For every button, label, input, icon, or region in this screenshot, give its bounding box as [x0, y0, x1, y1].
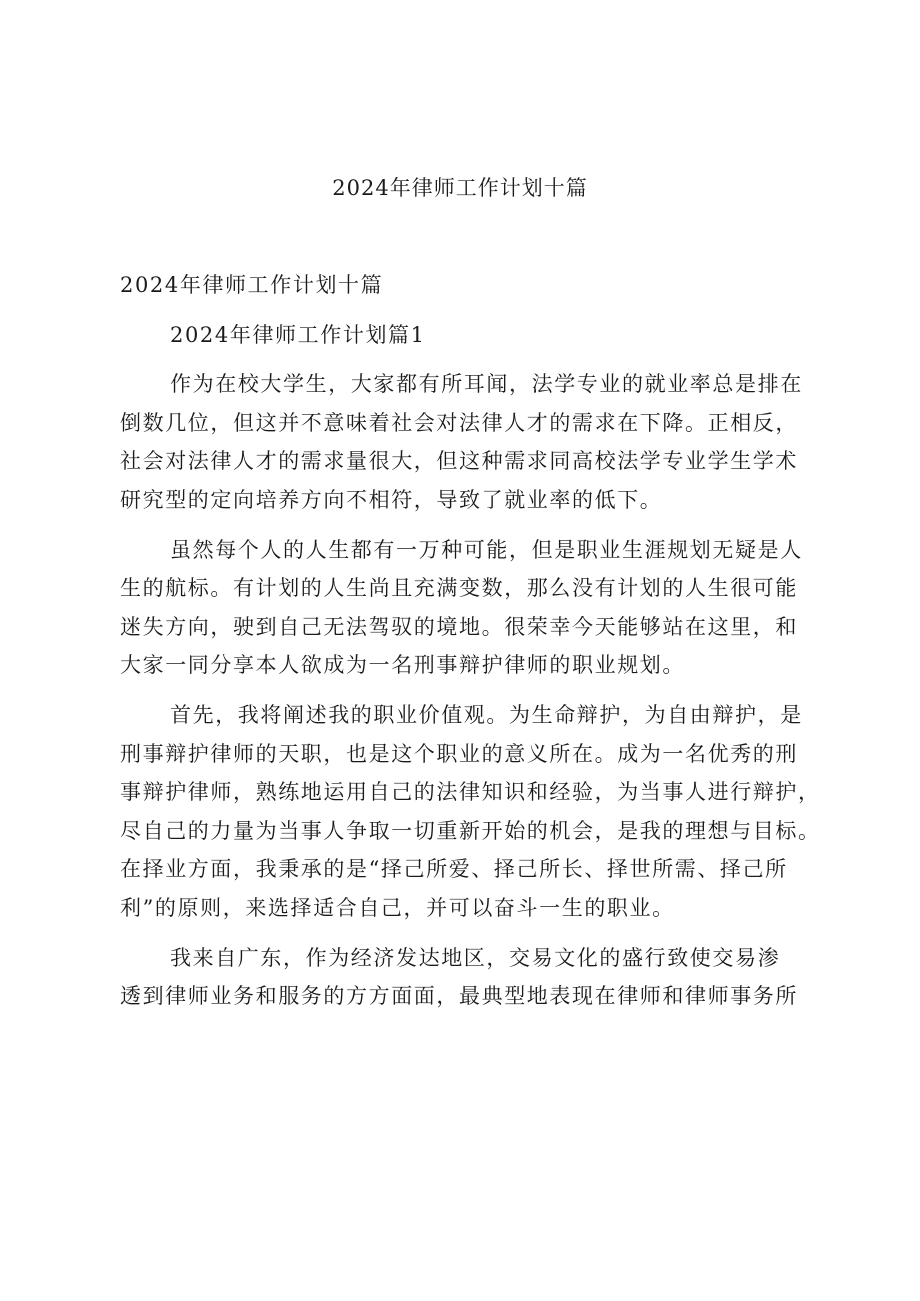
paragraph-line: 尽自己的力量为当事人争取一切重新开始的机会，是我的理想与目标。: [120, 818, 821, 843]
paragraph-line: 虽然每个人的人生都有一万种可能，但是职业生涯规划无疑是人: [170, 537, 803, 562]
paragraph-2: [120, 531, 820, 685]
paragraph-line: 首先，我将阐述我的职业价值观。为生命辩护，为自由辩护，是: [170, 702, 803, 727]
paragraph-line: 生的航标。有计划的人生尚且充满变数，那么没有计划的人生很可能: [120, 576, 798, 601]
paragraph-line: 迷失方向，驶到自己无法驾驭的境地。很荣幸今天能够站在这里，和: [120, 614, 798, 639]
document-body: [120, 266, 820, 1016]
paragraph-line: 大家一同分享本人欲成为一名刑事辩护律师的职业规划。: [120, 653, 685, 678]
paragraph-line: 透到律师业务和服务的方方面面，最典型地表现在律师和律师事务所: [120, 984, 798, 1009]
section-heading: 2024年律师工作计划篇1: [170, 322, 426, 347]
paragraph-line: 倒数几位，但这并不意味着社会对法律人才的需求在下降。正相反，: [120, 410, 798, 435]
document-subtitle: 2024年律师工作计划十篇: [120, 273, 384, 297]
paragraph-line: 刑事辩护律师的天职，也是这个职业的意义所在。成为一名优秀的刑: [120, 741, 798, 766]
paragraph-line: 利”的原则，来选择适合自己，并可以奋斗一生的职业。: [120, 895, 675, 920]
paragraph-line: 在择业方面，我秉承的是“择己所爱、择己所长、择世所需、择己所: [120, 857, 788, 882]
paragraph-line: 我来自广东，作为经济发达地区，交易文化的盛行致使交易渗: [170, 945, 781, 970]
paragraph-1: [120, 365, 820, 519]
document-title: 2024年律师工作计划十篇: [332, 176, 588, 200]
paragraph-line: 社会对法律人才的需求量很大，但这种需求同高校法学专业学生学术: [120, 449, 798, 474]
paragraph-4: [120, 939, 820, 1016]
paragraph-line: 事辩护律师，熟练地运用自己的法律知识和经验，为当事人进行辩护，: [120, 780, 821, 805]
paragraph-line: 作为在校大学生，大家都有所耳闻，法学专业的就业率总是排在: [170, 372, 803, 397]
paragraph-line: 研究型的定向培养方向不相符，导致了就业率的低下。: [120, 487, 663, 512]
paragraph-3: [120, 696, 820, 928]
